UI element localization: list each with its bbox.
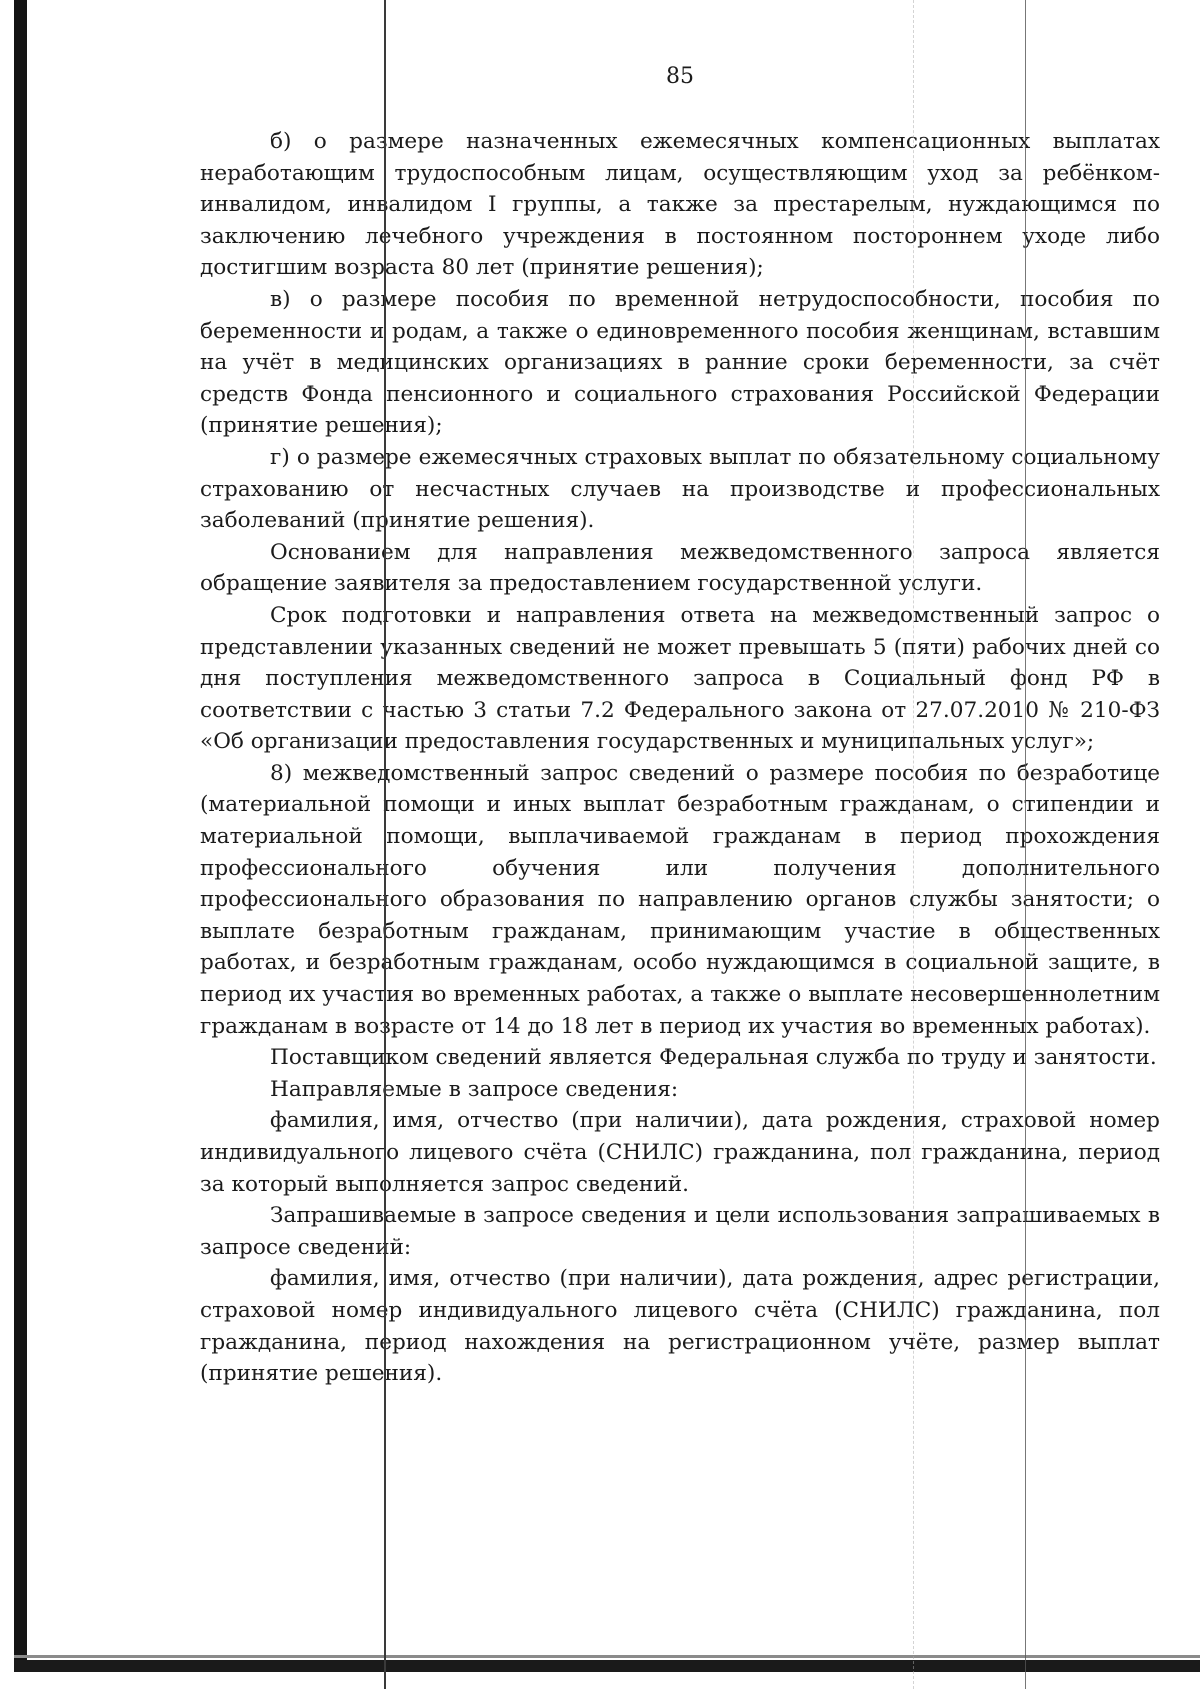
paragraph-data-provider: Поставщиком сведений является Федеральная служба по труду и занятости. — [270, 1045, 1157, 1071]
paragraph-requested-data-heading: Запрашиваемые в запросе сведения и цели использования запрашиваемых в запросе сведений: — [200, 1203, 1160, 1260]
scan-fold-line-faint — [913, 0, 914, 1689]
paragraph-v-sick-leave-benefit: в) о размере пособия по временной нетрудоспособности, пособия по беременности и родам, а также о единовременного пособия женщинам, вставшим на учёт в медицинских организациях в ранние сроки беременности, за счёт средств Фонда пенсионного и социального страхования Российской Федерации (принятие решения); — [200, 286, 1160, 439]
scan-bottom-border — [14, 1660, 1200, 1672]
paragraph-requested-data-list: фамилия, имя, отчество (при наличии), дата рождения, адрес регистрации, страховой номер индивидуального лицевого счёта (СНИЛС) гражданина, пол гражданина, период нахождения на регистрационном учёте, размер выплат (принятие решения). — [200, 1266, 1160, 1387]
scan-fold-line-right — [1025, 0, 1026, 1689]
paragraph-g-insurance-payments: г) о размере ежемесячных страховых выплат по обязательному социальному страхованию от несчастных случаев на производстве и профессиональных заболеваний (принятие решения). — [200, 444, 1160, 534]
document-body — [200, 126, 1160, 1390]
paragraph-sent-data-list: фамилия, имя, отчество (при наличии), дата рождения, страховой номер индивидуального лицевого счёта (СНИЛС) гражданина, пол гражданина, период за который выполняется запрос сведений. — [200, 1108, 1160, 1197]
paragraph-request-basis: Основанием для направления межведомственного запроса является обращение заявителя за предоставлением государственной услуги. — [200, 539, 1160, 597]
paragraph-sent-data-heading: Направляемые в запросе сведения: — [270, 1076, 679, 1102]
paragraph-b-compensation: б) о размере назначенных ежемесячных компенсационных выплатах неработающим трудоспособным лицам, осуществляющим уход за ребёнком-инвалидом, инвалидом I группы, а также за престарелым, нуждающимся по заключению лечебного учреждения в постоянном постороннем уходе либо достигшим возраста 80 лет (принятие решения); — [200, 129, 1160, 281]
scan-fold-line — [384, 0, 386, 1689]
paragraph-response-deadline: Срок подготовки и направления ответа на межведомственный запрос о представлении указанных сведений не может превышать 5 (пяти) рабочих дней со дня поступления межведомственного запроса в Социальный фонд РФ в соответствии с частью 3 статьи 7.2 Федерального закона от 27.07.2010 № 210-ФЗ «Об организации предоставления государственных и муниципальных услуг»; — [200, 602, 1160, 755]
paragraph-8-unemployment-request: 8) межведомственный запрос сведений о размере пособия по безработице (материальной помощи и иных выплат безработным гражданам, о стипендии и материальной помощи, выплачиваемой гражданам в период прохождения профессионального обучения или получения дополнительного профессионального образования по направлению органов службы занятости; о выплате безработным гражданам, принимающим участие в общественных работах, и безработным гражданам, особо нуждающимся в социальной защите, в период их участия во временных работах, а также о выплате несовершеннолетним гражданам в возрасте от 14 до 18 лет в период их участия во временных работах). — [200, 760, 1160, 1039]
scan-left-border — [14, 0, 27, 1668]
scan-bottom-shadow — [14, 1655, 1200, 1658]
page-number: 85 — [666, 64, 694, 89]
